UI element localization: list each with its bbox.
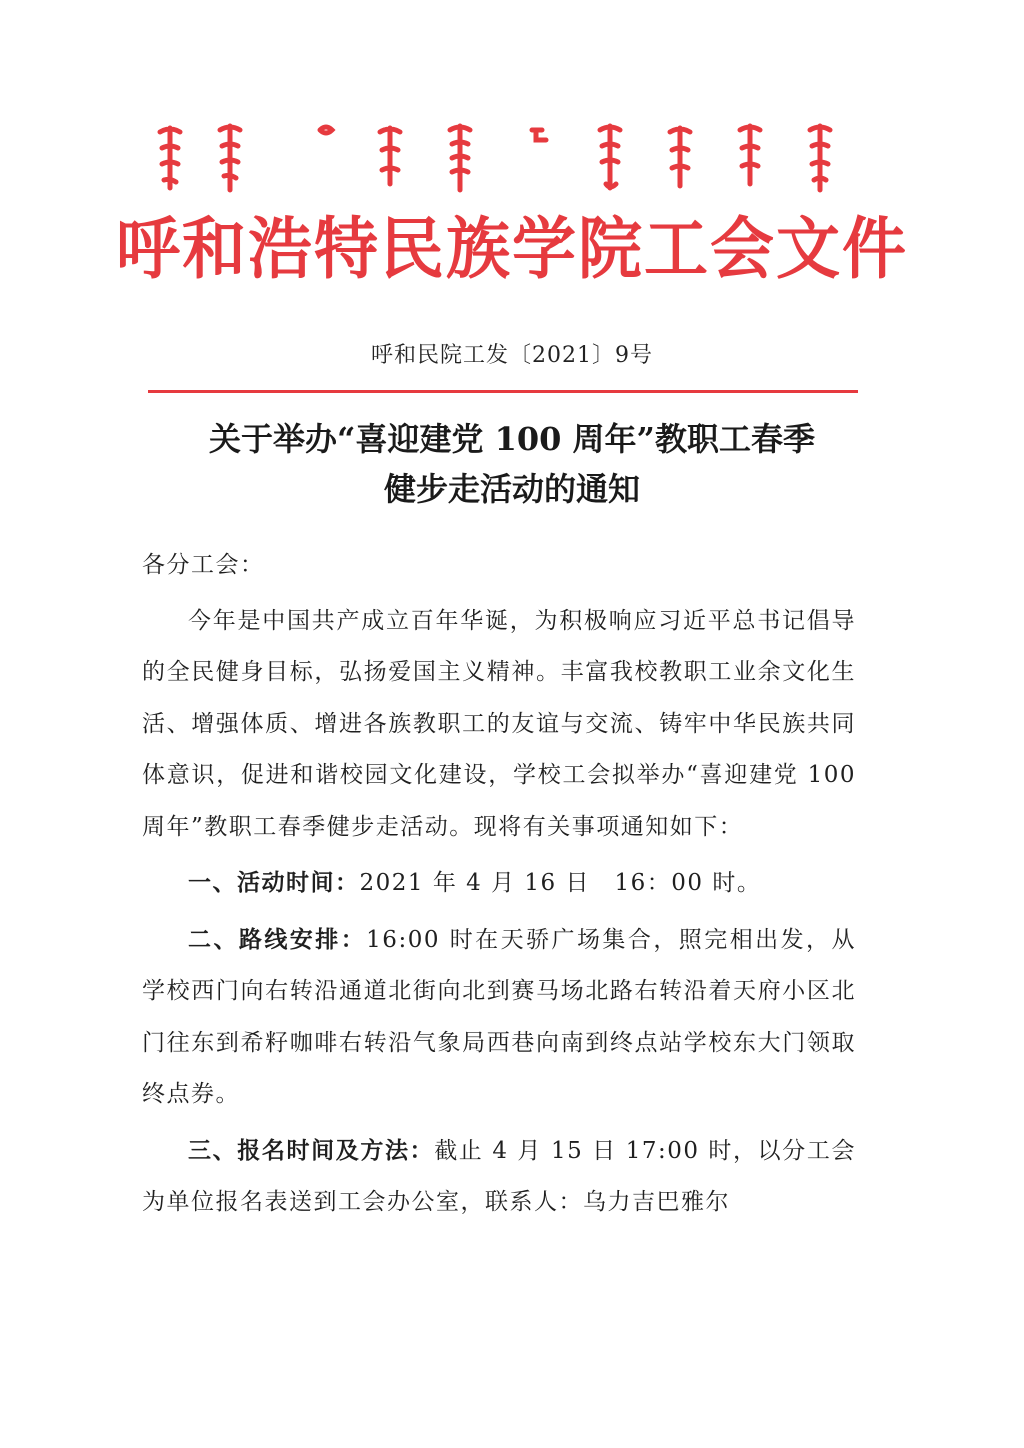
item-activity-time bbox=[142, 857, 856, 910]
item-label: 三、报名时间及方法： bbox=[188, 1136, 435, 1164]
item-label: 二、路线安排： bbox=[188, 925, 367, 953]
intro-paragraph: 今年是中国共产成立百年华诞，为积极响应习近平总书记倡导的全民健身目标，弘扬爱国主义精神。丰富我校教职工业余文化生活、增强体质、增进各族教职工的友谊与交流、铸牢中华民族共同体意识，促进和谐校园文化建设，学校工会拟举办“喜迎建党 100 周年”教职工春季健步走活动。现将有关事项通知如下： bbox=[142, 607, 856, 840]
red-divider-line bbox=[148, 390, 858, 393]
item-text: 16:00 时在天骄广场集合，照完相出发，从学校西门向右转沿通道北街向北到赛马场北路右转沿着天府小区北门往东到希籽咖啡右转沿气象局西巷向南到终点站学校东大门领取终点券。 bbox=[142, 926, 857, 1107]
item-label: 一、活动时间： bbox=[188, 869, 360, 896]
notice-title-line-2: 健步走活动的通知 bbox=[383, 470, 640, 508]
mongolian-script-logo bbox=[150, 118, 850, 200]
notice-title-line-1: 关于举办“喜迎建党 100 周年”教职工春季 bbox=[209, 420, 815, 458]
mongolian-script-header bbox=[150, 118, 850, 200]
item-text: 截止 4 月 15 日 17:00 时，以分工会为单位报名表送到工会办公室，联系人：乌力吉巴雅尔 bbox=[142, 1137, 856, 1215]
item-text: 2021 年 4 月 16 日 16：00 时。 bbox=[359, 870, 762, 896]
notice-title bbox=[140, 414, 884, 514]
salutation: 各分工会： bbox=[142, 552, 265, 578]
document-header-title: 呼和浩特民族学院工会文件 bbox=[116, 210, 908, 289]
item-registration bbox=[142, 1125, 856, 1229]
document-number: 呼和民院工发〔2021〕9号 bbox=[371, 343, 653, 368]
item-route bbox=[142, 914, 856, 1121]
notice-body bbox=[142, 540, 856, 1229]
